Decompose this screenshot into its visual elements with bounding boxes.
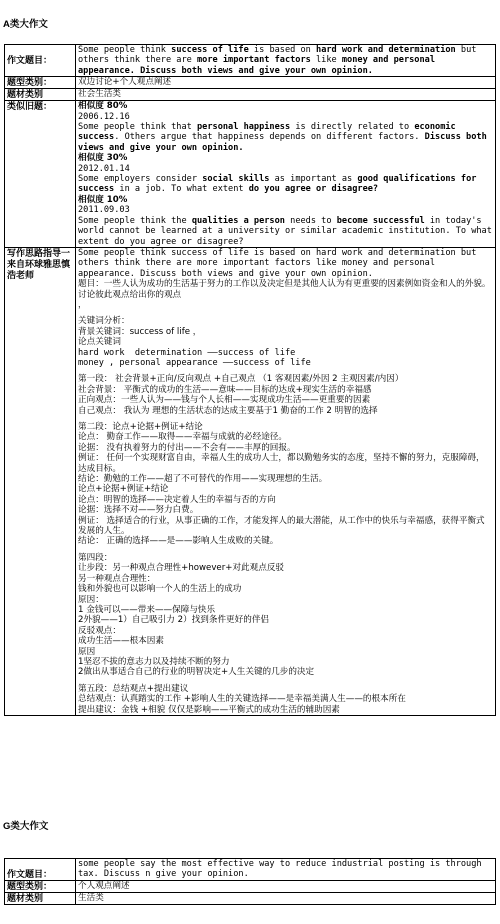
subject-row — [5, 89, 496, 101]
guide-line: 另一种观点合理性： — [78, 573, 156, 584]
guide-line: hard work determination ——success of life — [78, 347, 296, 358]
text-run: Discuss both views and give your own opinion. — [78, 132, 487, 153]
g-type-value: 个人观点阐述 — [76, 880, 496, 892]
text-run: needs to — [284, 215, 337, 226]
section-g-table — [4, 858, 496, 905]
guide-label: 写作思路指导一来自环球雅思慎浩老师 — [5, 247, 76, 715]
guide-line: 第五段：总结观点+提出建议 — [78, 683, 189, 694]
text-run: money and personal appearance. Discuss both views and give your own opinion. — [78, 55, 436, 76]
similar-topic-text — [78, 122, 493, 153]
type-row — [5, 77, 496, 89]
guide-line: 论据： 没有执着努力的付出——不会有——丰厚的回报。 — [78, 442, 296, 453]
text-run: good qualifications for success — [78, 174, 477, 195]
text-run: Some employers consider — [78, 174, 203, 185]
type-value: 双边讨论+个人观点阐述 — [76, 77, 496, 89]
guide-line: 2外貌——1）自己吸引力 2）找到条件更好的伴侣 — [78, 615, 270, 626]
topic-row — [5, 45, 496, 77]
guide-line: 例证： 选择适合的行业，从事正确的工作，才能发挥人的最大潜能，从工作中的快乐与幸福感，获得平衡式发展的人生。 — [78, 515, 485, 537]
guide-content — [76, 247, 496, 715]
text-run: personal happiness — [197, 122, 291, 133]
text-run: hard work and determination — [316, 45, 456, 55]
guide-line: 例证： 任何一个实现财富自由，幸福人生的成功人士，都以勤勉务实的态度，坚持不懈的努力，克服障碍，达成目标。 — [78, 453, 485, 474]
text-run: . Others argue that happiness depends on different factors. — [114, 132, 425, 143]
guide-line: 背景关键词：success of life ， — [78, 326, 202, 337]
exam-date: 2006.12.16 — [78, 111, 130, 122]
guide-line: 题目：一些人认为成功的生活基于努力的工作以及决定但是其他人认为有更重要的因素例如资金和人的外貌。讨论彼此观点给出你的观点 — [78, 279, 491, 300]
text-run: more important factors — [197, 55, 311, 66]
guide-row — [5, 247, 496, 715]
text-run: economic success — [78, 122, 456, 143]
topic-label: 作文题目： — [5, 45, 76, 77]
similarity-score: 相似度 10% — [78, 194, 128, 205]
text-run: in a job. To what extent — [114, 184, 249, 195]
text-run: qualities a person — [191, 215, 285, 226]
similar-topic-text — [78, 174, 493, 195]
section-a-title: A类大作文 — [3, 19, 48, 30]
text-run: Some people think that — [78, 122, 197, 133]
guide-line: Some people think success of life is based on hard work and determination but others think there are more important factors like money and personal appearance. Discuss both views and give your own opinion. — [78, 247, 482, 279]
g-type-row — [5, 880, 496, 892]
text-run: but others think there are — [78, 45, 477, 66]
guide-line: 论点关键词 — [78, 337, 121, 348]
guide-line: 社会背景： 平衡式的成功的生活——意味——目标的达成+现实生活的幸福感 — [78, 384, 372, 395]
subject-value: 社会生活类 — [76, 89, 496, 101]
text-run: in today's world cannot be learned at a university or similar academic institution. To what extent do you agree or disagree? — [78, 215, 492, 247]
text-run: Some people think — [78, 45, 172, 55]
text-run: social skills — [202, 174, 270, 185]
g-subject-label: 题材类别 — [5, 892, 76, 904]
guide-line: 论点：明智的选择——决定着人生的幸福与否的方向 — [78, 494, 276, 505]
guide-line: 提出建议：金钱 +相貌 仅仅是影响——平衡式的成功生活的辅助因素 — [78, 704, 340, 715]
guide-line: 论点： 勤奋工作——取得——幸福与成就的必经途径。 — [78, 432, 287, 443]
section-g-title: G类大作文 — [3, 821, 49, 832]
guide-line: 1 金钱可以——带来——保障与快乐 — [78, 604, 216, 615]
text-run: is based on — [248, 45, 317, 55]
similar-topic-item — [78, 101, 493, 153]
guide-line: 结论： 正确的选择——是——影响人生成败的关键。 — [78, 536, 279, 547]
exam-date: 2011.09.03 — [78, 205, 130, 216]
text-run: Some people think the — [78, 215, 192, 226]
similar-topic-item — [78, 195, 493, 247]
guide-line: 反驳观点： — [78, 625, 121, 636]
guide-line: 原因 — [78, 646, 96, 657]
guide-line: 自己观点： 我认为 理想的生活状态的达成主要基于1 勤奋的工作 2 明智的选择 — [78, 405, 378, 416]
guide-line: 第四段： — [78, 552, 113, 563]
guide-line: 论据：选择不对——努力白费。 — [78, 505, 199, 516]
guide-line: 成功生活——根本因素 — [78, 636, 164, 647]
guide-line: 结论：勤勉的工作——超了不可替代的作用——实现理想的生活。 — [78, 474, 328, 485]
similar-label: 类似旧题： — [5, 101, 76, 248]
guide-line: ， — [78, 299, 87, 310]
g-topic-row — [5, 859, 496, 881]
guide-line: 关键词分析： — [78, 316, 130, 327]
type-label: 题型类别： — [5, 77, 76, 89]
exam-date: 2012.01.14 — [78, 163, 130, 174]
text-run: is directly related to — [290, 122, 415, 133]
similar-row — [5, 101, 496, 248]
guide-line: money , personal appearance ——success of life — [78, 357, 311, 368]
subject-label: 题材类别 — [5, 89, 76, 101]
guide-line: 论点+论据+例证+结论 — [78, 484, 169, 495]
guide-line: 原因： — [78, 594, 104, 605]
guide-line: 1坚忍不拔的意志力以及持续不断的努力 — [78, 656, 230, 667]
guide-line: 正向观点：一些人认为——钱与个人长相——实现成功生活——更重要的因素 — [78, 395, 371, 406]
text-run: do you agree or disagree? — [248, 184, 379, 195]
text-run: as important as — [269, 174, 358, 185]
similarity-score: 相似度 80% — [78, 101, 128, 112]
guide-line: 第二段：论点+论据+例证+结论 — [78, 422, 203, 432]
guide-line: 2做出从事适合自己的行业的明智决定+人生关键的几步的决定 — [78, 667, 315, 678]
similarity-score: 相似度 30% — [78, 153, 128, 164]
similar-topics — [76, 101, 496, 248]
guide-line: 让步段：另一种观点合理性+however+对此观点反驳 — [78, 563, 285, 574]
guide-line: 第一段： 社会背景+正向/反向观点 +自己观点 （1 客观因素/外因 2 主观因素/内因） — [78, 374, 404, 385]
text-run: success of life — [171, 45, 249, 55]
topic-text — [76, 45, 496, 77]
section-a-table — [4, 44, 496, 716]
text-run: like — [310, 55, 342, 66]
guide-line: 钱和外貌也可以影响一个人的生活上的成功 — [78, 584, 242, 595]
g-topic-text: some people say the most effective way to reduce industrial posting is through tax. Discuss n give your opinion. — [76, 859, 496, 881]
similar-topic-text — [78, 216, 493, 247]
similar-topic-item — [78, 153, 493, 195]
guide-line: 总结观点：认真踏实的工作 +影响人生的关键选择——是幸福美满人生——的根本所在 — [78, 694, 406, 705]
g-topic-label: 作文题目： — [5, 859, 76, 881]
text-run: become successful — [336, 215, 425, 226]
g-type-label: 题型类别： — [5, 880, 76, 892]
g-subject-value: 生活类 — [76, 892, 496, 904]
g-subject-row — [5, 892, 496, 904]
